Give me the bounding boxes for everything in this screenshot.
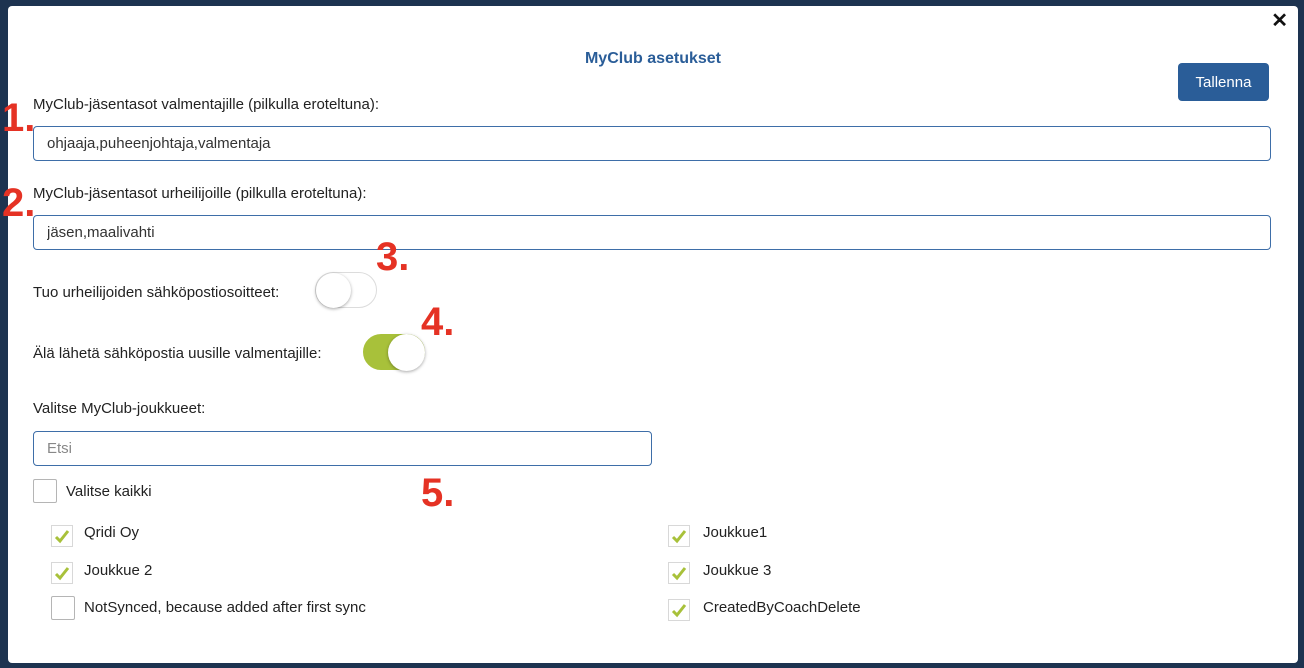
team-item-label: Joukkue1	[703, 524, 768, 541]
team-search-input[interactable]	[33, 431, 652, 466]
team-checkbox[interactable]	[51, 596, 75, 620]
annotation-2: 2.	[2, 181, 36, 225]
team-item-label: NotSynced, because added after first sync	[84, 599, 366, 616]
team-item-label: Joukkue 3	[703, 562, 772, 579]
close-icon[interactable]: ✕	[1271, 10, 1288, 32]
checkmark-icon[interactable]	[668, 599, 690, 621]
team-item-label: CreatedByCoachDelete	[703, 599, 861, 616]
annotation-3: 3.	[376, 235, 410, 279]
checkmark-icon[interactable]	[51, 525, 73, 547]
annotation-5: 5.	[421, 471, 455, 515]
athlete-levels-label: MyClub-jäsentasot urheilijoille (pilkulla eroteltuna):	[33, 185, 367, 202]
select-all-label: Valitse kaikki	[66, 483, 152, 500]
import-emails-label: Tuo urheilijoiden sähköpostiosoitteet:	[33, 284, 280, 301]
no-email-new-coaches-toggle[interactable]	[363, 334, 425, 370]
no-email-new-coaches-label: Älä lähetä sähköpostia uusille valmentajille:	[33, 345, 322, 362]
checkmark-icon[interactable]	[668, 562, 690, 584]
dialog-title: MyClub asetukset	[584, 50, 722, 67]
checkmark-icon[interactable]	[668, 525, 690, 547]
annotation-1: 1.	[2, 96, 36, 140]
annotation-4: 4.	[421, 300, 455, 344]
select-all-checkbox[interactable]	[33, 479, 57, 503]
team-item-label: Qridi Oy	[84, 524, 140, 541]
coach-levels-input[interactable]	[33, 126, 1271, 161]
team-item-label: Joukkue 2	[84, 562, 153, 579]
toggle-knob	[316, 273, 351, 308]
coach-levels-label: MyClub-jäsentasot valmentajille (pilkulla eroteltuna):	[33, 96, 379, 113]
toggle-knob	[388, 334, 425, 371]
settings-dialog	[2, 6, 1298, 663]
save-button[interactable]: Tallenna	[1178, 63, 1269, 101]
checkmark-icon[interactable]	[51, 562, 73, 584]
athlete-levels-input[interactable]	[33, 215, 1271, 250]
teams-label: Valitse MyClub-joukkueet:	[33, 400, 206, 417]
import-emails-toggle[interactable]	[315, 272, 377, 308]
